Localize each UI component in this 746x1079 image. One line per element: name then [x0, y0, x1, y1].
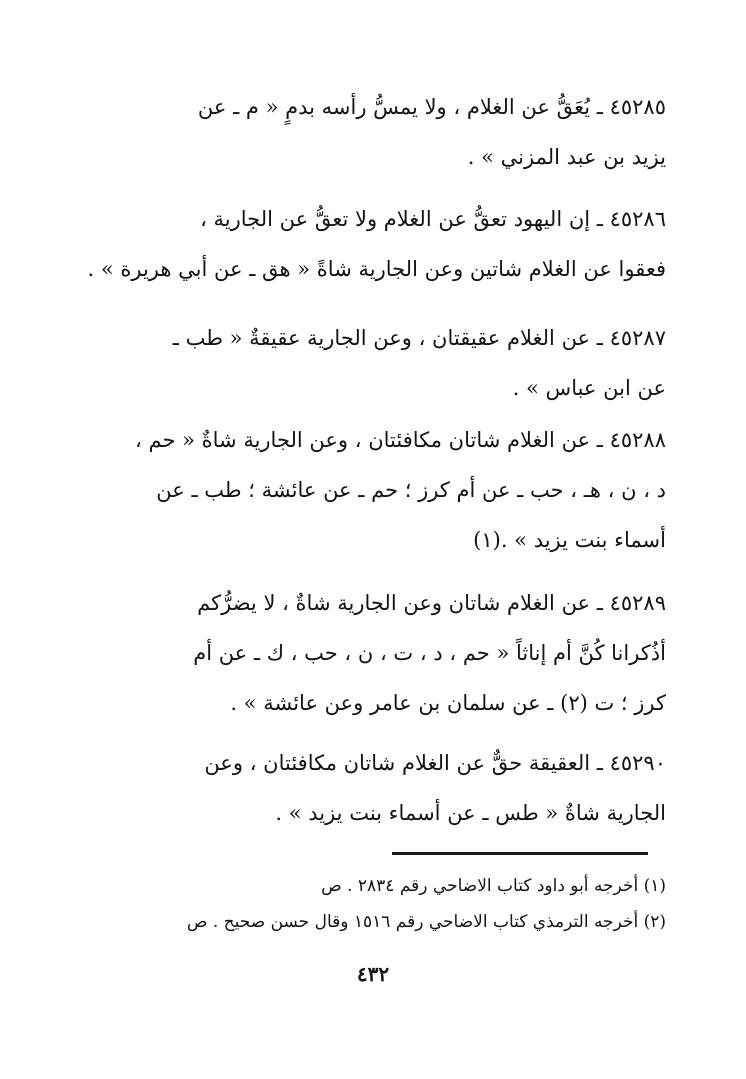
footnotes: [76, 868, 666, 940]
entry-line: ٤٥٢٨٧ ـ عن الغلام عقيقتان ، وعن الجارية عقيقةٌ « طب ـ: [172, 326, 666, 350]
entry-line: أذُكرانا كُنَّ أم إناثاً « حم ، د ، ت ، ن ، حب ، ك ـ عن أم: [193, 641, 666, 665]
hadith-entry-45287: [76, 313, 666, 413]
entry-line: ٤٥٢٨٨ ـ عن الغلام شاتان مكافئتان ، وعن الجارية شاةٌ « حم ،: [135, 428, 666, 452]
footnote-1: (١) أخرجه أبو داود كتاب الاضاحي رقم ٢٨٣٤ . ص: [321, 876, 666, 896]
hadith-entry-45285: [76, 82, 666, 182]
footnote-2: (٢) أخرجه الترمذي كتاب الاضاحي رقم ١٥١٦ وقال حسن صحيح . ص: [186, 912, 666, 932]
hadith-entry-45289: [76, 578, 666, 728]
entry-line: يزيد بن عبد المزني » .: [467, 145, 666, 169]
entry-line: أسماء بنت يزيد » .(١): [473, 528, 666, 552]
entry-line: د ، ن ، هـ ، حب ـ عن أم كرز ؛ حم ـ عن عائشة ؛ طب ـ عن: [156, 478, 666, 502]
entry-line: ٤٥٢٩٠ ـ العقيقة حقٌّ عن الغلام شاتان مكافئتان ، وعن: [204, 751, 666, 775]
entry-line: ٤٥٢٨٩ ـ عن الغلام شاتان وعن الجارية شاةٌ ، لا يضرُّكم: [197, 591, 666, 615]
footnote-divider: [392, 852, 648, 855]
entry-line: كرز ؛ ت (٢) ـ عن سلمان بن عامر وعن عائشة » .: [230, 691, 666, 715]
hadith-entry-45286: [76, 194, 666, 294]
hadith-entry-45290: [76, 738, 666, 838]
hadith-entry-45288: [76, 415, 666, 565]
entry-line: فعقوا عن الغلام شاتين وعن الجارية شاةً « هق ـ عن أبي هريرة » .: [87, 257, 666, 281]
entry-line: عن ابن عباس » .: [512, 376, 666, 400]
entry-line: الجارية شاةٌ « طس ـ عن أسماء بنت يزيد » .: [275, 801, 666, 825]
entry-line: ٤٥٢٨٦ ـ إن اليهود تعقُّ عن الغلام ولا تعقُّ عن الجارية ،: [200, 207, 666, 231]
page-number: ٤٣٢: [356, 962, 390, 986]
entry-line: ٤٥٢٨٥ ـ يُعَقُّ عن الغلام ، ولا يمسُّ رأسه بدمٍ « م ـ عن: [197, 95, 666, 119]
